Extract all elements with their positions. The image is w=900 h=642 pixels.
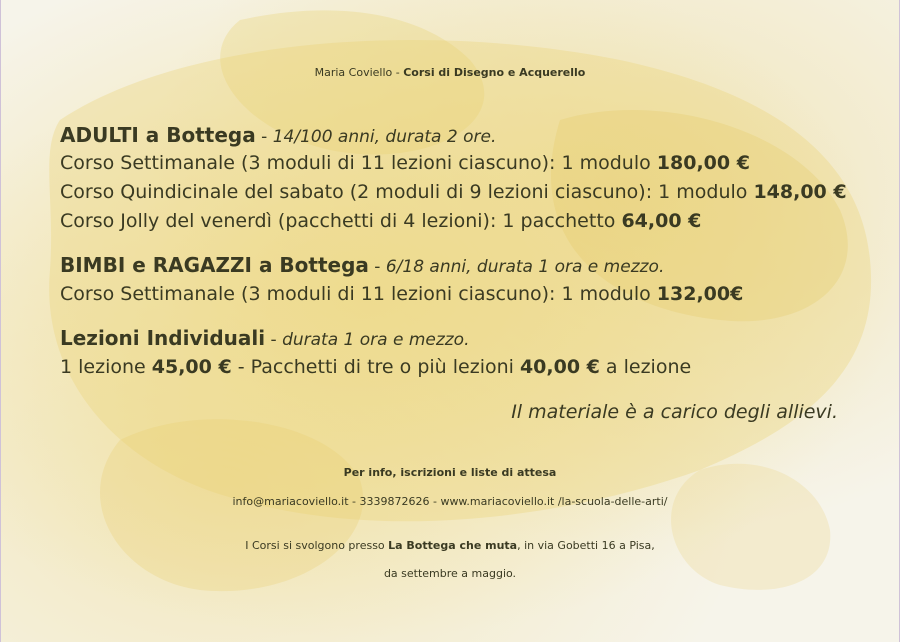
bimbi-separator: - bbox=[368, 257, 386, 277]
course-subject: Corsi di Disegno e Acquerello bbox=[403, 66, 586, 79]
course-description: Corso Quindicinale del sabato (2 moduli di 9 lezioni ciascuno): 1 modulo bbox=[60, 181, 754, 203]
materials-note-text: Il materiale è a carico degli allievi. bbox=[511, 401, 838, 423]
adulti-detail: 14/100 anni, durata 2 ore. bbox=[272, 127, 497, 147]
course-price: 180,00 € bbox=[656, 152, 750, 174]
adulti-row bbox=[60, 150, 750, 176]
individuali-heading: Lezioni Individuali bbox=[60, 326, 266, 350]
page-title bbox=[0, 58, 900, 88]
individuali-separator: - bbox=[265, 330, 283, 350]
adulti-heading-line bbox=[60, 122, 496, 150]
adulti-row bbox=[60, 208, 701, 234]
adulti-heading: ADULTI a Bottega bbox=[60, 123, 256, 147]
location-prefix: I Corsi si svolgono presso bbox=[245, 539, 389, 552]
materials-note bbox=[511, 399, 838, 425]
bimbi-heading: BIMBI e RAGAZZI a Bottega bbox=[60, 253, 369, 277]
individuali-detail: durata 1 ora e mezzo. bbox=[282, 330, 470, 350]
per-lesson-label: a lezione bbox=[599, 356, 692, 378]
info-heading bbox=[0, 460, 900, 486]
package-label: - Pacchetti di tre o più lezioni bbox=[231, 356, 520, 378]
single-lesson-price: 45,00 € bbox=[151, 356, 232, 378]
single-lesson-label: 1 lezione bbox=[60, 356, 152, 378]
title-separator: - bbox=[392, 66, 404, 79]
course-description: Corso Settimanale (3 moduli di 11 lezioni ciascuno): 1 modulo bbox=[60, 152, 657, 174]
info-heading-text: Per info, iscrizioni e liste di attesa bbox=[343, 466, 557, 479]
course-price: 64,00 € bbox=[621, 210, 702, 232]
adulti-row bbox=[60, 179, 847, 205]
individuali-heading-line bbox=[60, 325, 470, 353]
period-line bbox=[0, 561, 900, 587]
bimbi-row bbox=[60, 281, 743, 307]
course-description: Corso Jolly del venerdì (pacchetti di 4 lezioni): 1 pacchetto bbox=[60, 210, 622, 232]
package-price: 40,00 € bbox=[519, 356, 600, 378]
bimbi-detail: 6/18 anni, durata 1 ora e mezzo. bbox=[385, 257, 665, 277]
course-period: da settembre a maggio. bbox=[383, 567, 517, 580]
course-price: 148,00 € bbox=[753, 181, 847, 203]
contact-line bbox=[0, 489, 900, 515]
contact-details: info@mariacoviello.it - 3339872626 - www.mariacoviello.it /la-scuola-delle-arti/ bbox=[232, 495, 668, 508]
author-name: Maria Coviello bbox=[314, 66, 393, 79]
venue-name: La Bottega che muta bbox=[388, 539, 518, 552]
course-description: Corso Settimanale (3 moduli di 11 lezioni ciascuno): 1 modulo bbox=[60, 283, 657, 305]
course-price: 132,00€ bbox=[656, 283, 744, 305]
bimbi-heading-line bbox=[60, 252, 664, 280]
venue-address: , in via Gobetti 16 a Pisa, bbox=[517, 539, 655, 552]
adulti-separator: - bbox=[255, 127, 273, 147]
individuali-prices bbox=[60, 354, 691, 380]
location-line bbox=[0, 533, 900, 559]
